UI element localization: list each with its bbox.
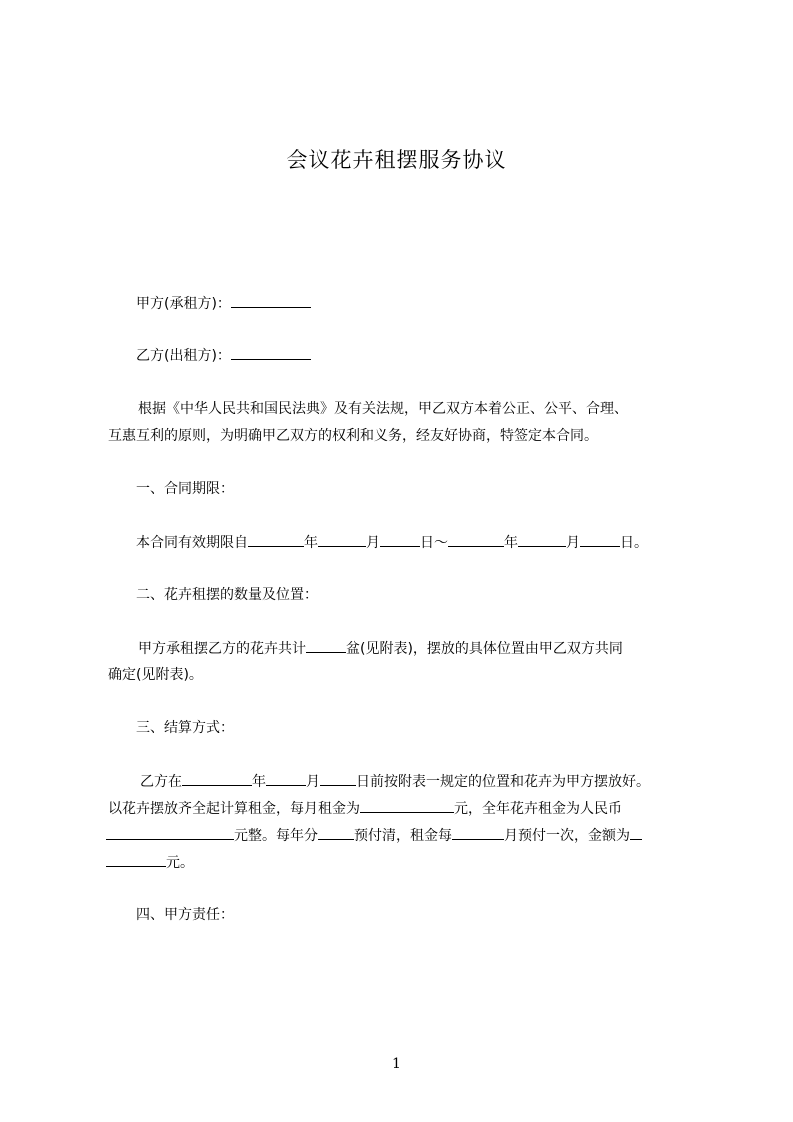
settlement-l3-c: 月预付一次，金额为: [504, 828, 630, 844]
quantity-suffix: 盆(见附表)，摆放的具体位置由甲乙双方共同: [346, 641, 623, 657]
settlement-l3-a: 元整。每年分: [234, 828, 318, 844]
settlement-l1-prefix: 乙方在: [140, 774, 182, 790]
section-1-heading: 一、合同期限：: [136, 481, 234, 497]
settlement-blank-day: [320, 771, 356, 786]
settlement-l2-suffix: 元，全年花卉租金为人民币: [454, 801, 622, 817]
term-line: [136, 532, 648, 553]
term-day1: 日～: [420, 535, 448, 551]
term-blank-month1: [318, 532, 366, 547]
settlement-line-3: [106, 825, 642, 846]
settlement-l2-prefix: 以花卉摆放齐全起计算租金，每月租金为: [108, 801, 360, 817]
settlement-blank-amount: [106, 852, 166, 867]
term-blank-year2: [448, 532, 504, 547]
settlement-blank-months: [452, 825, 504, 840]
party-b-line: [136, 345, 311, 366]
party-a-line: [136, 293, 311, 314]
term-blank-day1: [380, 532, 420, 547]
term-day2: 日。: [620, 535, 648, 551]
party-b-blank: [231, 345, 311, 360]
section-2-heading: 二、花卉租摆的数量及位置：: [136, 587, 318, 603]
term-blank-year1: [248, 532, 304, 547]
quantity-prefix: 甲方承租摆乙方的花卉共计: [138, 641, 306, 657]
section-3-heading: 三、结算方式：: [136, 720, 234, 736]
settlement-blank-month: [266, 771, 306, 786]
settlement-line-4: [106, 852, 194, 873]
page-number: 1: [392, 1056, 401, 1072]
settlement-line-1: [140, 771, 650, 792]
document-title: 会议花卉租摆服务协议: [286, 148, 507, 172]
term-month2: 月: [566, 535, 580, 551]
section-4-heading: 四、甲方责任：: [136, 907, 234, 923]
quantity-line-2: 确定(见附表)。: [108, 667, 203, 683]
party-b-label: 乙方(出租方)：: [136, 348, 231, 364]
settlement-blank-monthly-rent: [360, 798, 454, 813]
settlement-l1-suffix: 日前按附表一规定的位置和花卉为甲方摆放好。: [356, 774, 650, 790]
settlement-blank-annual-rent: [106, 825, 234, 840]
preamble-line-1: 根据《中华人民共和国民法典》及有关法规，甲乙双方本着公正、公平、合理、: [138, 401, 628, 417]
party-a-blank: [231, 293, 311, 308]
settlement-l3-b: 预付清，租金每: [354, 828, 452, 844]
term-year1: 年: [304, 535, 318, 551]
term-month1: 月: [366, 535, 380, 551]
preamble-line-2: 互惠互利的原则，为明确甲乙双方的权利和义务，经友好协商，特签定本合同。: [108, 428, 598, 444]
term-blank-month2: [518, 532, 566, 547]
settlement-l4-suffix: 元。: [166, 855, 194, 871]
settlement-l1-year: 年: [252, 774, 266, 790]
settlement-l1-month: 月: [306, 774, 320, 790]
term-year2: 年: [504, 535, 518, 551]
party-a-label: 甲方(承租方)：: [136, 296, 231, 312]
term-blank-day2: [580, 532, 620, 547]
settlement-line-2: [108, 798, 622, 819]
settlement-blank-year: [182, 771, 252, 786]
quantity-blank: [306, 638, 346, 653]
quantity-line-1: [138, 638, 623, 659]
term-prefix: 本合同有效期限自: [136, 535, 248, 551]
settlement-blank-installments: [318, 825, 354, 840]
settlement-blank-amount-start: [630, 825, 642, 840]
